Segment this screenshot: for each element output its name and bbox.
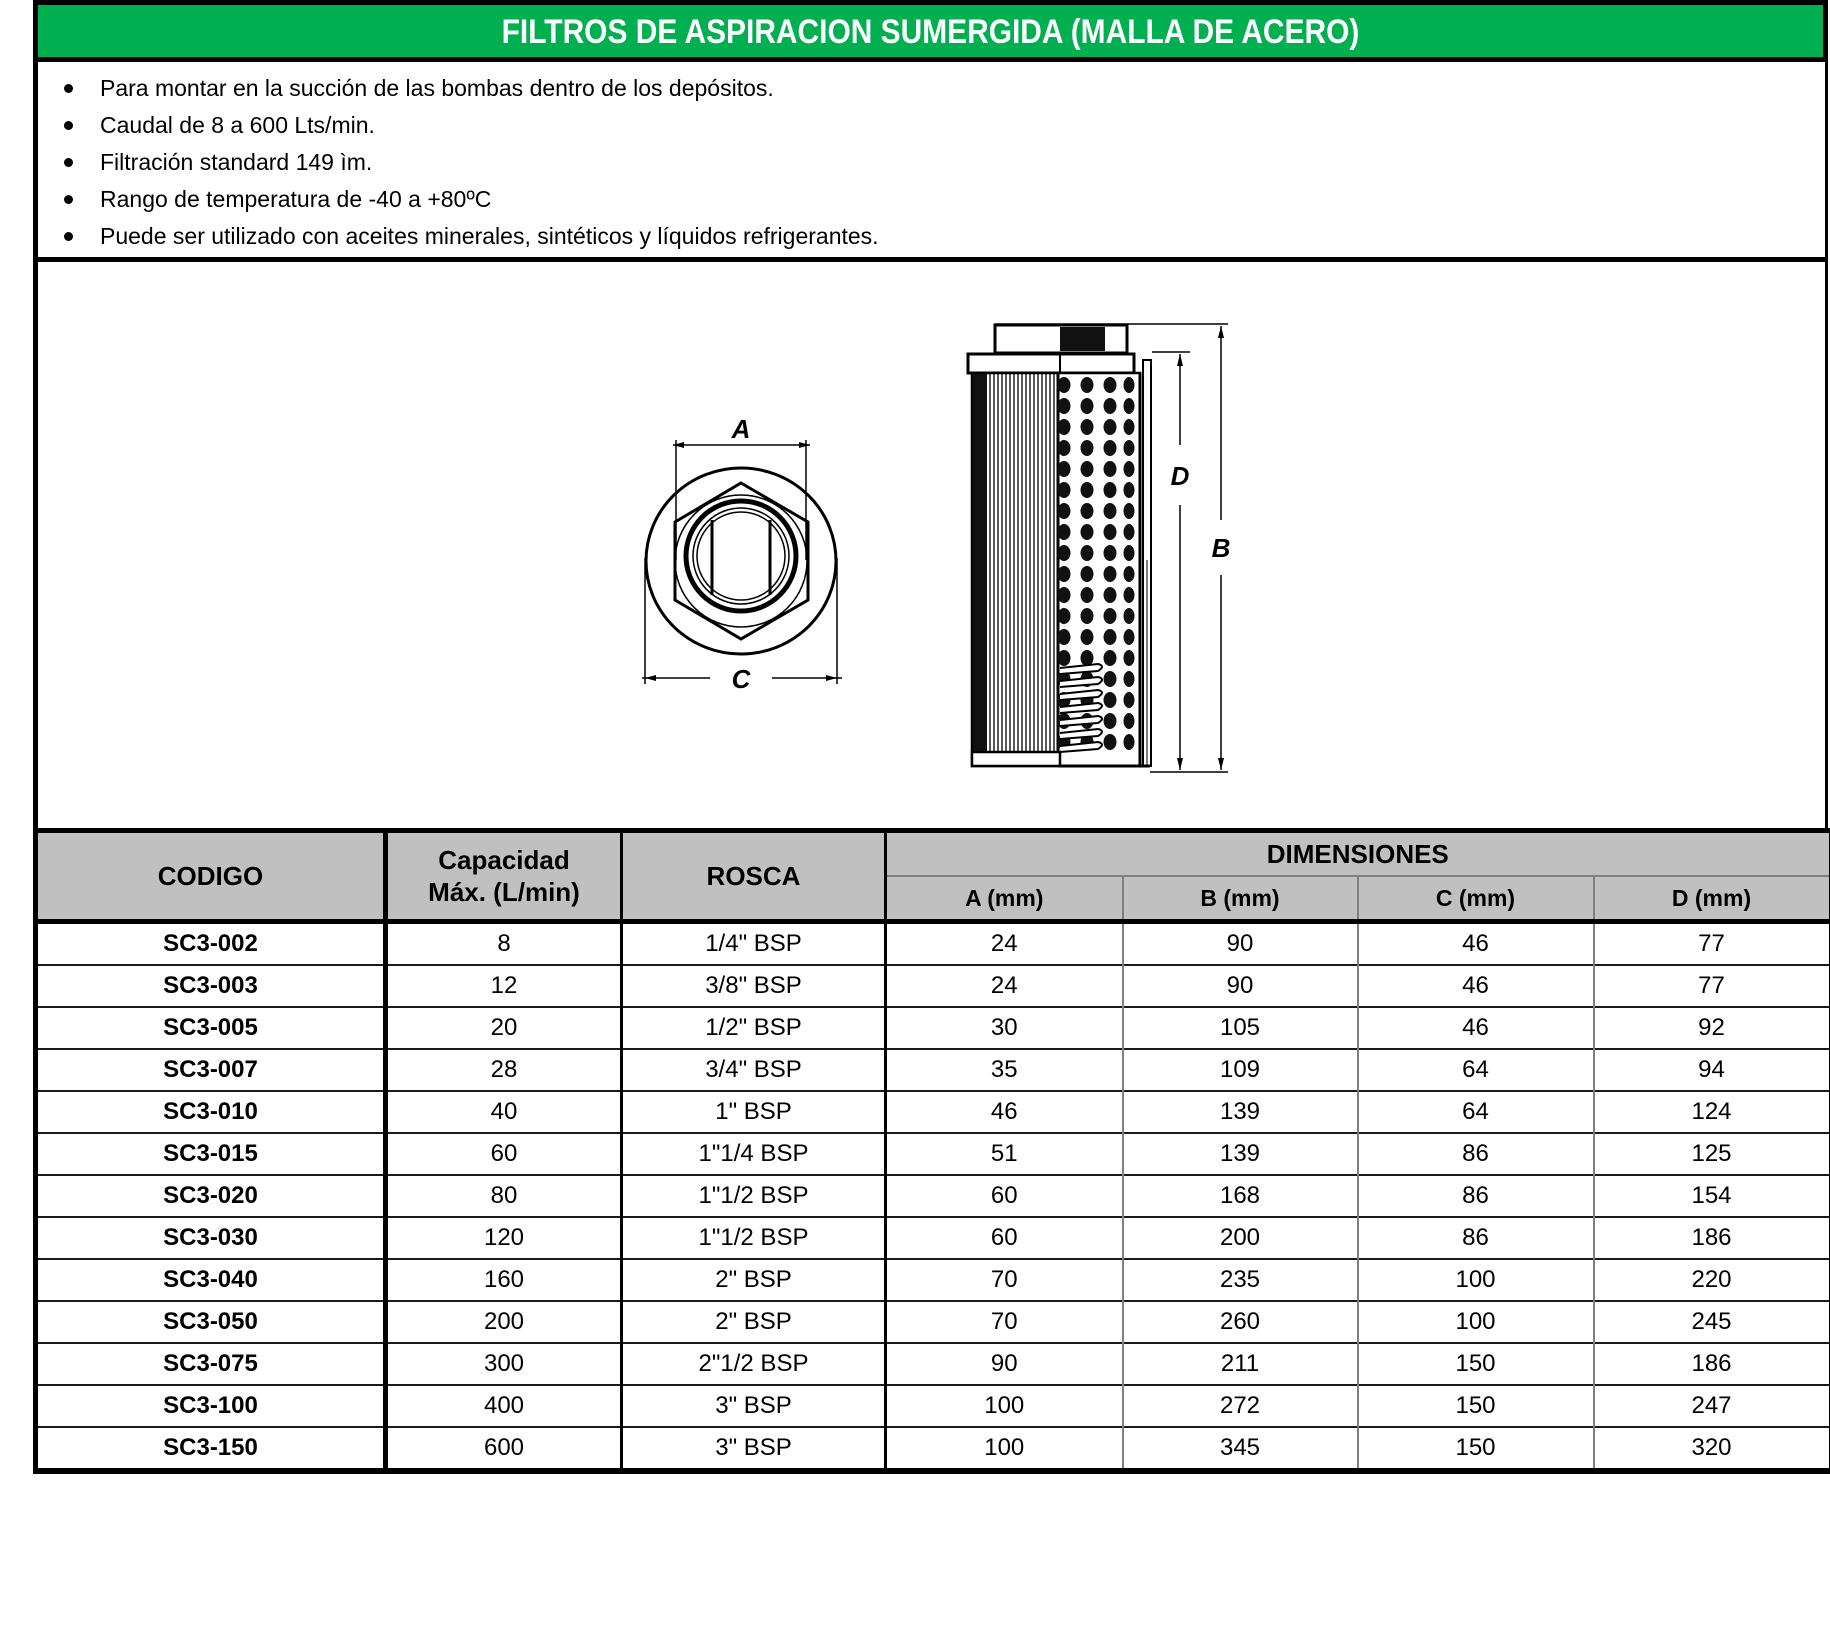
label-b: B — [1211, 533, 1231, 563]
cell-rosca: 1"1/4 BSP — [622, 1133, 886, 1175]
cell-d: 124 — [1594, 1091, 1830, 1133]
cell-b: 211 — [1123, 1343, 1358, 1385]
title-band — [33, 0, 1828, 62]
header-rosca: ROSCA — [622, 831, 886, 922]
cell-c: 46 — [1358, 922, 1594, 966]
cell-rosca: 2" BSP — [622, 1301, 886, 1343]
cell-capacidad: 28 — [386, 1049, 622, 1091]
cell-codigo: SC3-040 — [36, 1259, 386, 1301]
cell-d: 77 — [1594, 922, 1830, 966]
cell-rosca: 3" BSP — [622, 1427, 886, 1471]
side-view-icon — [968, 324, 1228, 772]
cell-a: 100 — [886, 1385, 1123, 1427]
feature-list — [33, 62, 1828, 262]
spec-table — [33, 828, 1830, 1474]
cell-b: 235 — [1123, 1259, 1358, 1301]
cell-rosca: 1"1/2 BSP — [622, 1175, 886, 1217]
cell-b: 90 — [1123, 922, 1358, 966]
cell-a: 51 — [886, 1133, 1123, 1175]
page-title: FILTROS DE ASPIRACION SUMERGIDA (MALLA DE ACERO) — [501, 13, 1360, 51]
cell-rosca: 1"1/2 BSP — [622, 1217, 886, 1259]
header-c: C (mm) — [1358, 876, 1594, 922]
cell-codigo: SC3-100 — [36, 1385, 386, 1427]
bullet-icon — [64, 84, 73, 93]
header-capacidad-line2: Máx. (L/min) — [428, 877, 580, 907]
bullet-icon — [64, 158, 73, 167]
cell-c: 46 — [1358, 1007, 1594, 1049]
cell-a: 35 — [886, 1049, 1123, 1091]
cell-d: 92 — [1594, 1007, 1830, 1049]
cell-codigo: SC3-003 — [36, 965, 386, 1007]
cell-rosca: 1" BSP — [622, 1091, 886, 1133]
cell-a: 100 — [886, 1427, 1123, 1471]
filter-drawing — [38, 262, 1825, 828]
cell-capacidad: 8 — [386, 922, 622, 966]
cell-a: 60 — [886, 1217, 1123, 1259]
cell-a: 24 — [886, 965, 1123, 1007]
cell-c: 86 — [1358, 1175, 1594, 1217]
table-row — [36, 1259, 1830, 1301]
label-a: A — [731, 414, 751, 444]
feature-text: Para montar en la succión de las bombas dentro de los depósitos. — [100, 75, 774, 101]
cell-c: 100 — [1358, 1259, 1594, 1301]
cell-c: 150 — [1358, 1385, 1594, 1427]
feature-item — [38, 70, 879, 107]
table-row — [36, 1385, 1830, 1427]
feature-item — [38, 107, 879, 144]
cell-d: 77 — [1594, 965, 1830, 1007]
cell-b: 260 — [1123, 1301, 1358, 1343]
cell-b: 109 — [1123, 1049, 1358, 1091]
bullet-icon — [64, 232, 73, 241]
feature-text: Rango de temperatura de -40 a +80ºC — [100, 186, 492, 212]
label-d: D — [1170, 461, 1190, 491]
feature-item — [38, 181, 879, 218]
table-row — [36, 1007, 1830, 1049]
bullet-icon — [64, 121, 73, 130]
cell-a: 70 — [886, 1301, 1123, 1343]
cell-b: 345 — [1123, 1427, 1358, 1471]
front-view-icon — [642, 440, 842, 684]
table-row — [36, 1049, 1830, 1091]
cell-a: 30 — [886, 1007, 1123, 1049]
filter-diagram — [33, 262, 1828, 828]
header-d: D (mm) — [1594, 876, 1830, 922]
cell-c: 64 — [1358, 1049, 1594, 1091]
cell-a: 46 — [886, 1091, 1123, 1133]
header-a: A (mm) — [886, 876, 1123, 922]
table-row — [36, 922, 1830, 966]
cell-b: 139 — [1123, 1091, 1358, 1133]
header-capacidad — [386, 831, 622, 922]
feature-text: Puede ser utilizado con aceites minerales, sintéticos y líquidos refrigerantes. — [100, 223, 879, 249]
cell-capacidad: 20 — [386, 1007, 622, 1049]
cell-c: 150 — [1358, 1343, 1594, 1385]
cell-c: 100 — [1358, 1301, 1594, 1343]
cell-d: 320 — [1594, 1427, 1830, 1471]
cell-codigo: SC3-020 — [36, 1175, 386, 1217]
cell-b: 139 — [1123, 1133, 1358, 1175]
feature-item — [38, 144, 879, 181]
cell-d: 186 — [1594, 1217, 1830, 1259]
bullet-icon — [64, 195, 73, 204]
header-b: B (mm) — [1123, 876, 1358, 922]
cell-capacidad: 40 — [386, 1091, 622, 1133]
cell-capacidad: 600 — [386, 1427, 622, 1471]
cell-d: 245 — [1594, 1301, 1830, 1343]
cell-rosca: 2" BSP — [622, 1259, 886, 1301]
cell-b: 105 — [1123, 1007, 1358, 1049]
feature-item — [38, 218, 879, 255]
cell-capacidad: 12 — [386, 965, 622, 1007]
cell-d: 247 — [1594, 1385, 1830, 1427]
table-row — [36, 1133, 1830, 1175]
cell-codigo: SC3-010 — [36, 1091, 386, 1133]
cell-rosca: 3" BSP — [622, 1385, 886, 1427]
cell-c: 86 — [1358, 1133, 1594, 1175]
table-row — [36, 1091, 1830, 1133]
feature-text: Caudal de 8 a 600 Lts/min. — [100, 112, 375, 138]
cell-c: 86 — [1358, 1217, 1594, 1259]
cell-codigo: SC3-075 — [36, 1343, 386, 1385]
cell-rosca: 1/4" BSP — [622, 922, 886, 966]
table-row — [36, 1343, 1830, 1385]
cell-d: 220 — [1594, 1259, 1830, 1301]
cell-rosca: 2"1/2 BSP — [622, 1343, 886, 1385]
cell-capacidad: 200 — [386, 1301, 622, 1343]
cell-codigo: SC3-007 — [36, 1049, 386, 1091]
table-row — [36, 965, 1830, 1007]
cell-capacidad: 80 — [386, 1175, 622, 1217]
table-row — [36, 1217, 1830, 1259]
cell-codigo: SC3-005 — [36, 1007, 386, 1049]
cell-rosca: 3/8" BSP — [622, 965, 886, 1007]
table-row — [36, 1301, 1830, 1343]
header-capacidad-line1: Capacidad — [438, 845, 570, 875]
cell-rosca: 1/2" BSP — [622, 1007, 886, 1049]
cell-d: 154 — [1594, 1175, 1830, 1217]
cell-codigo: SC3-030 — [36, 1217, 386, 1259]
cell-capacidad: 400 — [386, 1385, 622, 1427]
cell-capacidad: 160 — [386, 1259, 622, 1301]
cell-c: 46 — [1358, 965, 1594, 1007]
cell-codigo: SC3-002 — [36, 922, 386, 966]
cell-capacidad: 120 — [386, 1217, 622, 1259]
cell-b: 168 — [1123, 1175, 1358, 1217]
feature-text: Filtración standard 149 ìm. — [100, 149, 373, 175]
cell-c: 64 — [1358, 1091, 1594, 1133]
cell-codigo: SC3-150 — [36, 1427, 386, 1471]
cell-a: 60 — [886, 1175, 1123, 1217]
cell-capacidad: 60 — [386, 1133, 622, 1175]
cell-d: 125 — [1594, 1133, 1830, 1175]
cell-capacidad: 300 — [386, 1343, 622, 1385]
cell-a: 24 — [886, 922, 1123, 966]
table-row — [36, 1175, 1830, 1217]
cell-d: 186 — [1594, 1343, 1830, 1385]
cell-b: 200 — [1123, 1217, 1358, 1259]
cell-d: 94 — [1594, 1049, 1830, 1091]
cell-codigo: SC3-050 — [36, 1301, 386, 1343]
header-dimensiones: DIMENSIONES — [886, 831, 1830, 877]
label-c: C — [731, 664, 751, 694]
table-row — [36, 1427, 1830, 1471]
cell-b: 272 — [1123, 1385, 1358, 1427]
cell-a: 90 — [886, 1343, 1123, 1385]
cell-c: 150 — [1358, 1427, 1594, 1471]
cell-b: 90 — [1123, 965, 1358, 1007]
header-codigo: CODIGO — [36, 831, 386, 922]
cell-rosca: 3/4" BSP — [622, 1049, 886, 1091]
cell-codigo: SC3-015 — [36, 1133, 386, 1175]
cell-a: 70 — [886, 1259, 1123, 1301]
